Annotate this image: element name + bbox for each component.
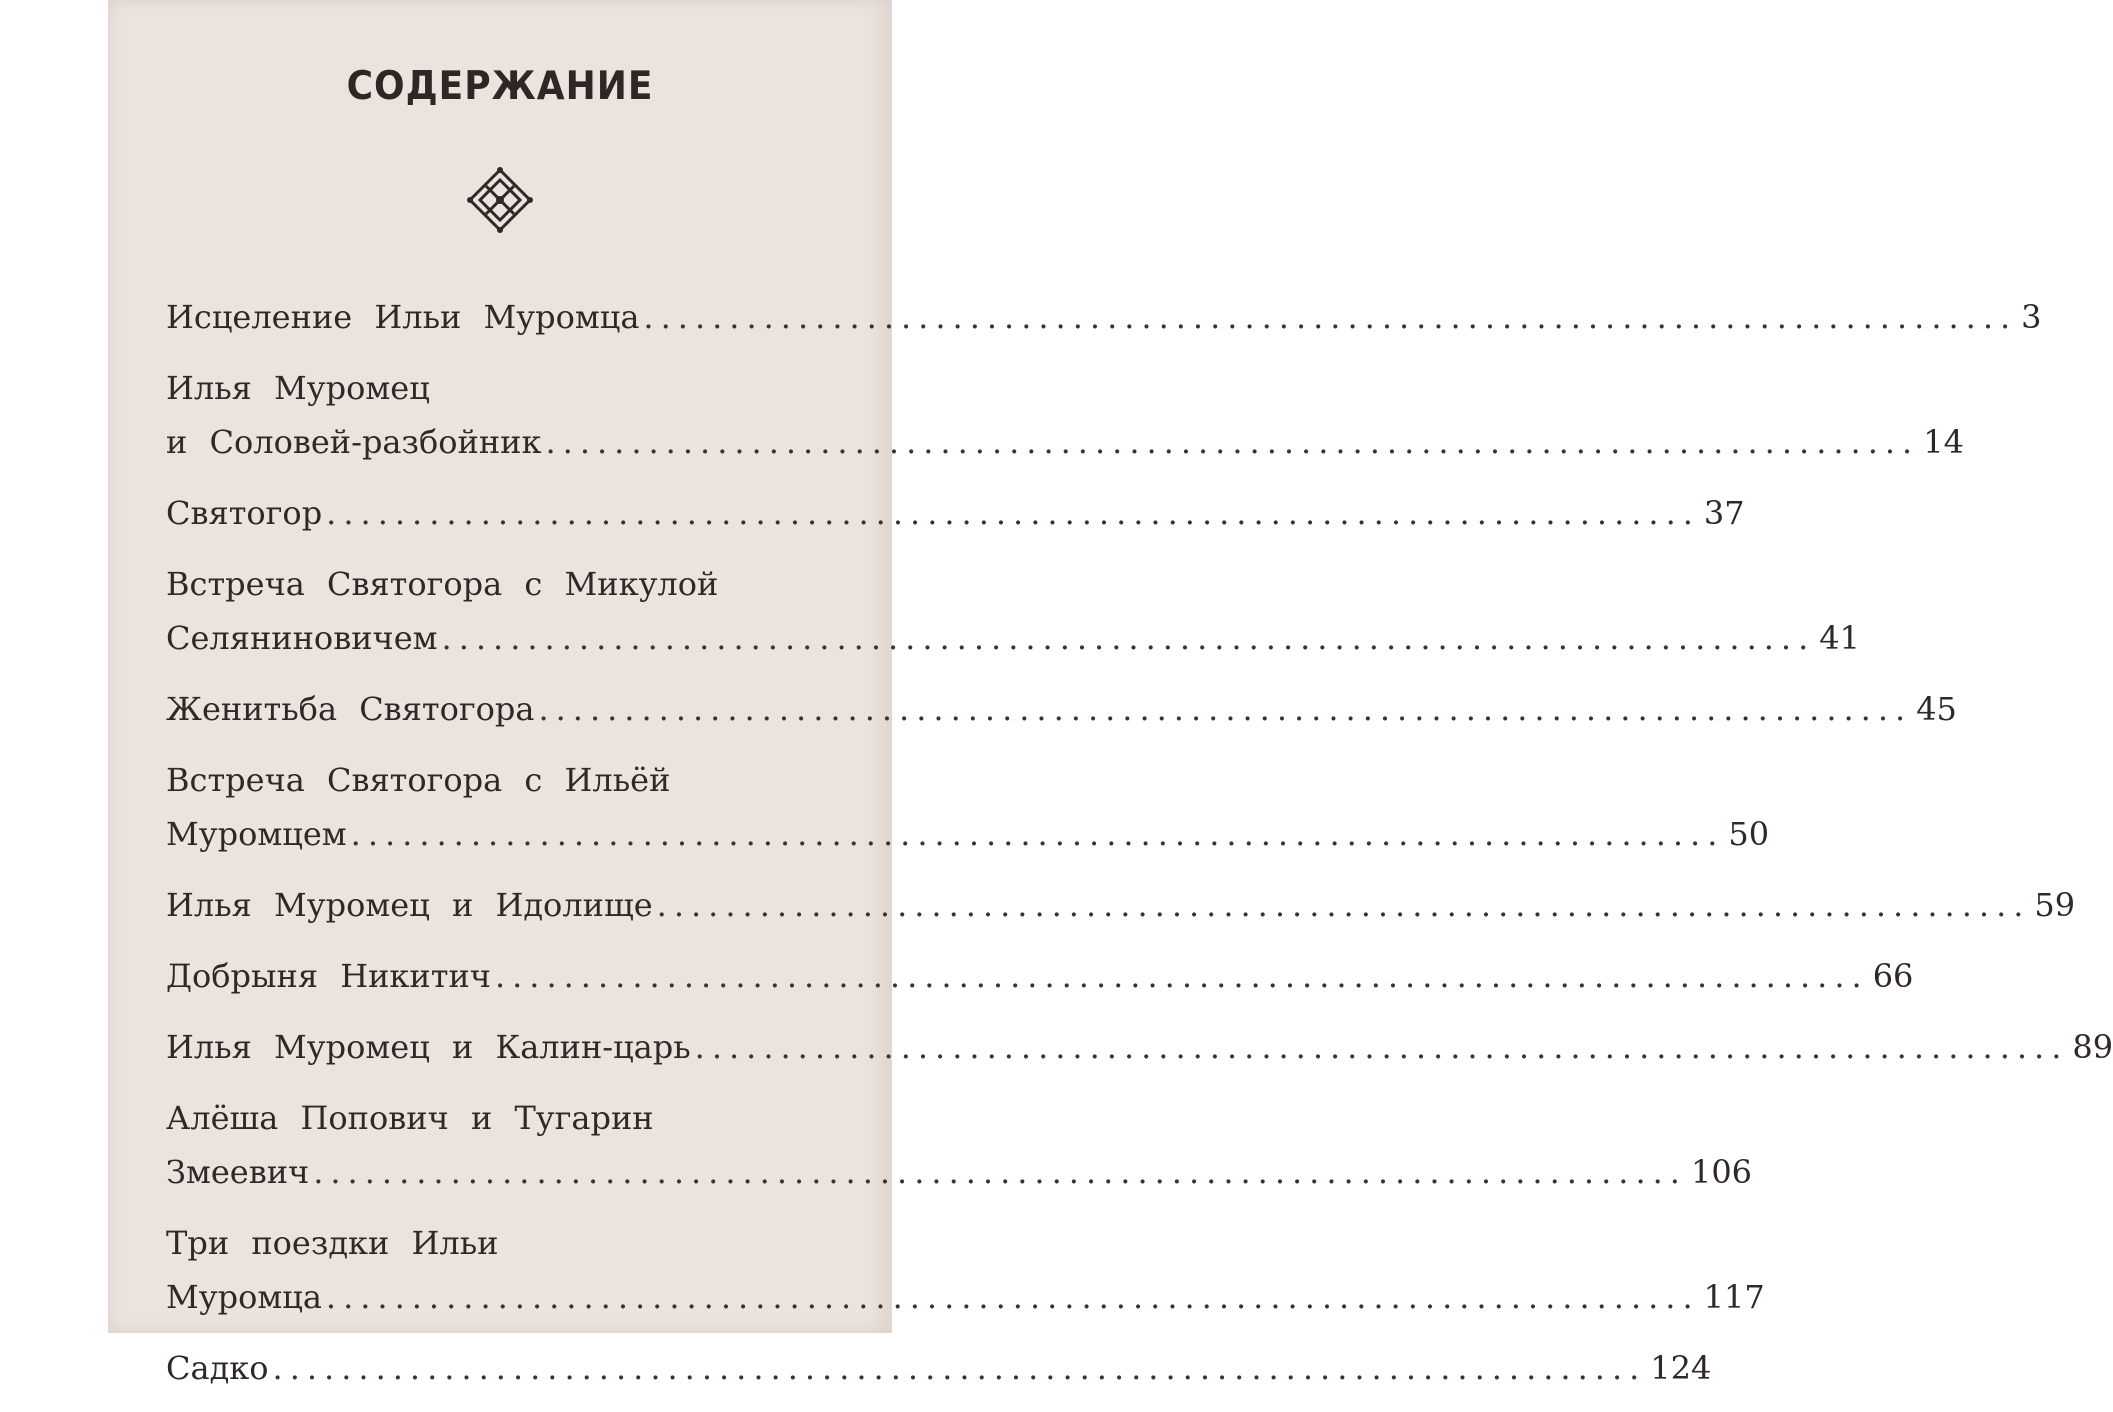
- dot-leader: ................................................................................: [325, 1278, 1700, 1316]
- toc-entry-line: [166, 1091, 840, 1145]
- toc-entry-line: [166, 415, 1964, 469]
- toc-entry-title: Святогор: [166, 494, 323, 532]
- toc-entry-line: [166, 682, 1957, 736]
- toc-entry-line: [166, 486, 1745, 540]
- toc-page-number: 59: [2034, 886, 2076, 924]
- toc-entry[interactable]: [166, 753, 1770, 861]
- toc-entry[interactable]: [166, 878, 2076, 932]
- toc-entry-title: Женитьба Святогора: [166, 690, 535, 728]
- toc-entry[interactable]: [166, 290, 2042, 344]
- toc-entry[interactable]: [166, 949, 1914, 1003]
- toc-page-number: 106: [1690, 1153, 1753, 1191]
- toc-entry-title: Селяниновичем: [166, 619, 438, 657]
- toc-page-number: 41: [1819, 619, 1860, 657]
- toc-entry-line: [166, 290, 2042, 344]
- toc-page-number: 37: [1703, 494, 1745, 532]
- toc-entry-line: [166, 807, 1770, 861]
- toc-entry[interactable]: [166, 682, 1957, 736]
- toc-page-number: 124: [1650, 1349, 1712, 1387]
- dot-leader: ................................................................................: [656, 886, 2031, 924]
- toc-entry-title: Муромца: [166, 1278, 322, 1316]
- dot-leader: ................................................................................: [441, 619, 1816, 657]
- toc-page-number: 117: [1703, 1278, 1765, 1316]
- toc-entry-title: Илья Муромец: [166, 369, 430, 407]
- dot-leader: ................................................................................: [494, 957, 1869, 995]
- toc-entry-line: [166, 611, 1860, 665]
- toc-entry-line: [166, 1145, 1753, 1199]
- toc-entry-line: [166, 949, 1914, 1003]
- toc-page-number: 3: [2021, 298, 2042, 336]
- toc-entry[interactable]: [166, 1341, 1712, 1395]
- toc-page-number: 45: [1916, 690, 1957, 728]
- dot-leader: ................................................................................: [643, 298, 2018, 336]
- toc-entry-title: Исцеление Ильи Муромца: [166, 298, 640, 336]
- dot-leader: ................................................................................: [326, 494, 1700, 532]
- toc-entry-title: Встреча Святогора с Микулой: [166, 565, 719, 603]
- toc-page-number: 14: [1923, 423, 1964, 461]
- toc-entry-title: Змеевич: [166, 1153, 310, 1191]
- toc-entry-title: Добрыня Никитич: [166, 957, 491, 995]
- toc-page-number: 50: [1728, 815, 1770, 853]
- toc-page-number: 89: [2072, 1028, 2113, 1066]
- toc-entry[interactable]: [166, 486, 1745, 540]
- toc-entry-line: [166, 1270, 1765, 1324]
- dot-leader: ................................................................................: [545, 423, 1920, 461]
- toc-entry-title: Три поездки Ильи: [166, 1224, 499, 1262]
- toc-entry[interactable]: [166, 361, 1964, 469]
- toc-entry[interactable]: [166, 1020, 2113, 1074]
- dot-leader: ................................................................................: [313, 1153, 1687, 1191]
- toc-entry-line: [166, 1020, 2113, 1074]
- toc-entry-title: Муромцем: [166, 815, 347, 853]
- toc-entry[interactable]: [166, 557, 1860, 665]
- toc-entry-line: [166, 878, 2076, 932]
- dot-leader: ................................................................................: [350, 815, 1725, 853]
- toc-entry-title: Встреча Святогора с Ильёй: [166, 761, 671, 799]
- toc-entry-line: [166, 1341, 1712, 1395]
- book-page: [108, 0, 2113, 1387]
- toc-entry-line: [166, 753, 840, 807]
- toc-entry-title: Илья Муромец и Калин-царь: [166, 1028, 691, 1066]
- toc-entry-line: [166, 361, 840, 415]
- toc-page-number: 66: [1872, 957, 1914, 995]
- toc-entry[interactable]: [166, 1216, 1765, 1324]
- dot-leader: ................................................................................: [694, 1028, 2069, 1066]
- toc-entry-title: Илья Муромец и Идолище: [166, 886, 653, 924]
- decorative-knot-ornament-icon: [466, 166, 534, 234]
- page-title: СОДЕРЖАНИЕ: [346, 64, 654, 109]
- toc-entry-title: Алёша Попович и Тугарин: [166, 1099, 654, 1137]
- toc-entry-title: Садко: [166, 1349, 269, 1387]
- toc-entry-line: [166, 1216, 840, 1270]
- toc-entry[interactable]: [166, 1091, 1753, 1199]
- dot-leader: ................................................................................: [272, 1349, 1647, 1387]
- table-of-contents: [166, 290, 2113, 1412]
- toc-entry-title: и Соловей-разбойник: [166, 423, 542, 461]
- dot-leader: ................................................................................: [538, 690, 1913, 728]
- toc-entry-line: [166, 557, 840, 611]
